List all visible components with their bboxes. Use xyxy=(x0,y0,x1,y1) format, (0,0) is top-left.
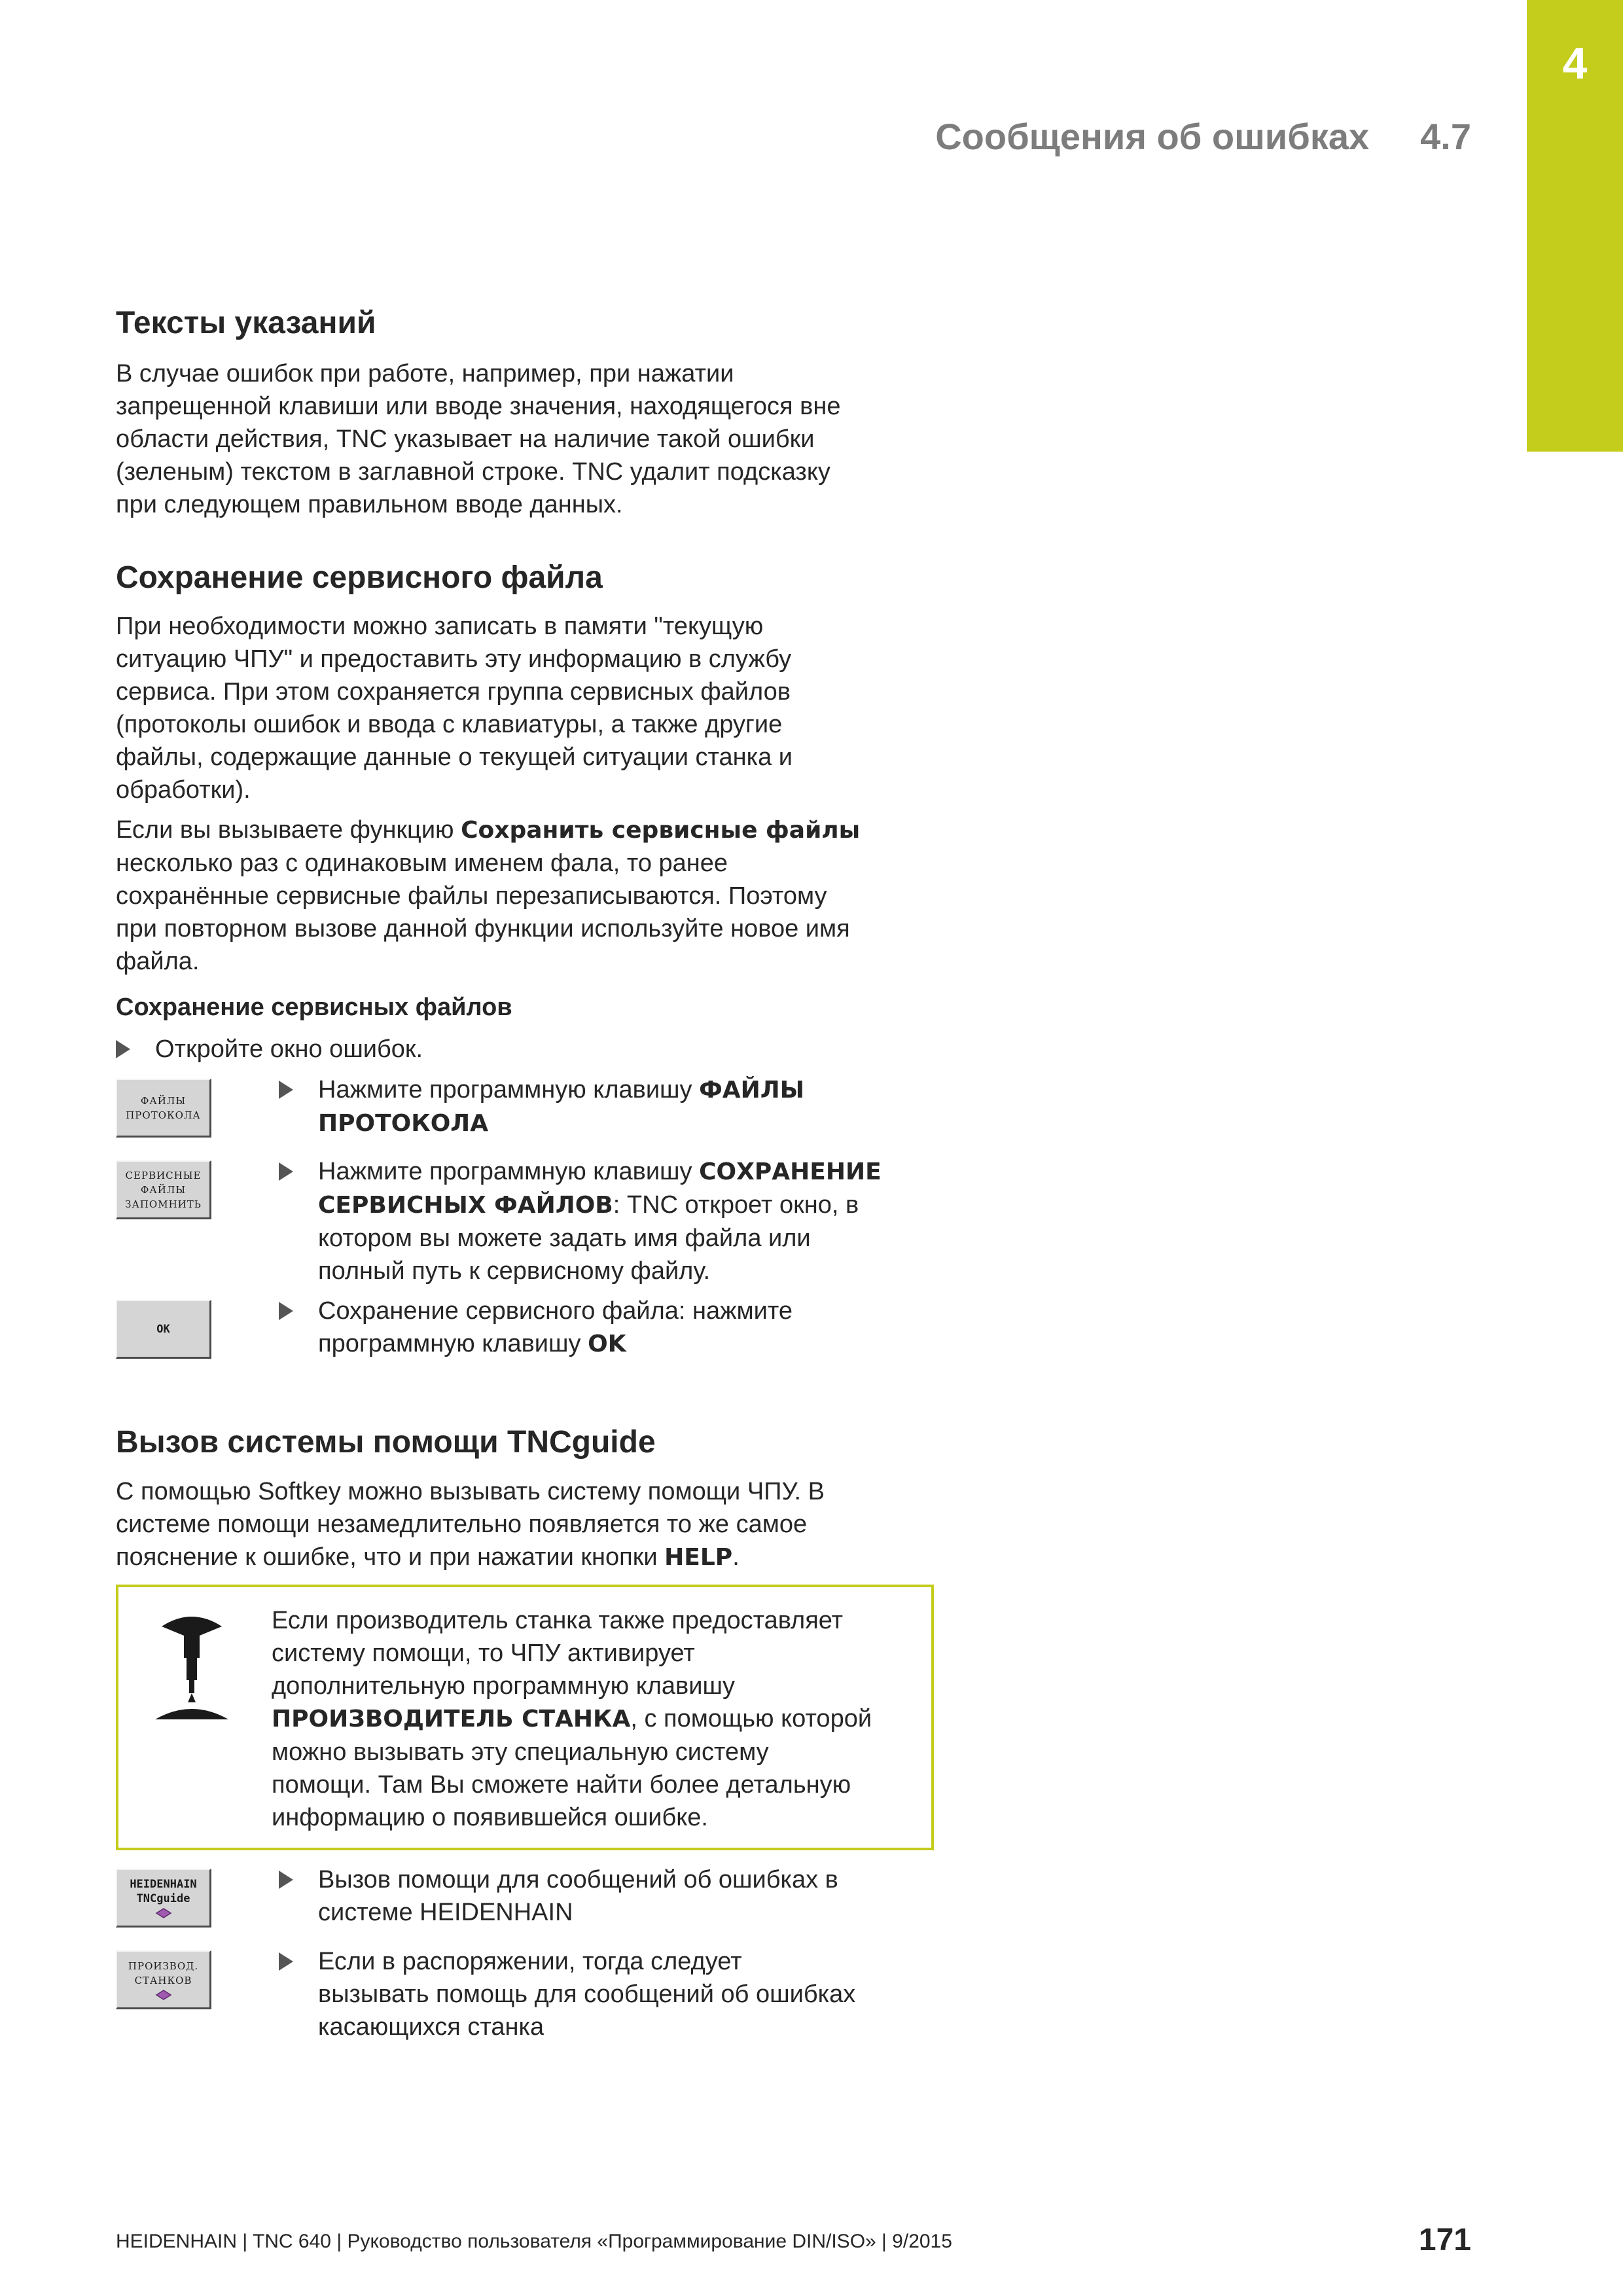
text-line xyxy=(318,1107,804,1140)
softkey-name: ПРОТОКОЛА xyxy=(318,1110,489,1137)
text-line: котором вы можете задать имя файла или xyxy=(318,1225,811,1252)
step-heidenhain-help xyxy=(279,1863,838,1929)
text-line: Сохранение сервисного файла: нажмите xyxy=(318,1297,793,1325)
heading-service-file: Сохранение сервисного файла xyxy=(116,560,603,595)
text-line xyxy=(272,1702,872,1736)
softkey-name: OK xyxy=(588,1331,626,1357)
text-line xyxy=(318,1189,882,1222)
key-name: HELP xyxy=(664,1544,733,1571)
softkey-files-log[interactable] xyxy=(116,1079,211,1138)
text-run: , с помощью которой xyxy=(630,1705,872,1732)
paragraph-service-1 xyxy=(116,610,940,806)
text-line: можно вызывать эту специальную систему xyxy=(272,1738,769,1766)
machine-note-box xyxy=(116,1585,934,1850)
book-icon xyxy=(155,1907,172,1919)
text-line: (протоколы ошибок и ввода с клавиатуры, а также другие xyxy=(116,711,783,738)
paragraph-help xyxy=(116,1475,940,1574)
softkey-label: ФАЙЛЫ xyxy=(140,1183,187,1196)
text-line: сервиса. При этом сохраняется группа сервисных файлов xyxy=(116,678,791,706)
machine-tool-icon xyxy=(152,1607,231,1731)
text-run: : TNC откроет окно, в xyxy=(613,1191,859,1219)
chapter-number: 4 xyxy=(1562,39,1588,88)
page-number: 171 xyxy=(1418,2223,1471,2257)
heading-hints: Тексты указаний xyxy=(116,306,376,340)
text-line: систему помощи, то ЧПУ активирует xyxy=(272,1640,695,1667)
text-run: . xyxy=(732,1543,740,1571)
text-line: В случае ошибок при работе, например, при нажатии xyxy=(116,360,734,387)
text-line: Если в распоряжении, тогда следует xyxy=(318,1948,742,1975)
text-line: обработки). xyxy=(116,776,251,804)
softkey-label: СЕРВИСНЫЕ xyxy=(125,1169,202,1181)
chapter-tab xyxy=(1527,0,1623,452)
function-name: Сохранить сервисные файлы xyxy=(461,817,861,844)
softkey-label: OK xyxy=(156,1322,170,1336)
text-line: касающихся станка xyxy=(318,2013,544,2041)
text-line: запрещенной клавиши или вводе значения, находящегося вне xyxy=(116,393,841,420)
softkey-save-service-files[interactable] xyxy=(116,1160,211,1219)
text-line: Откройте окно ошибок. xyxy=(155,1035,423,1063)
softkey-label: HEIDENHAIN xyxy=(130,1877,197,1891)
text-run: Нажмите программную клавишу xyxy=(318,1076,700,1103)
softkey-name: СОХРАНЕНИЕ xyxy=(699,1158,882,1185)
softkey-label: ПРОИЗВОД. xyxy=(128,1960,199,1972)
softkey-machine-maker[interactable] xyxy=(116,1950,211,2009)
running-head xyxy=(935,115,1471,158)
text-run: Нажмите программную клавишу xyxy=(318,1158,700,1185)
bullet-arrow-icon xyxy=(279,1871,293,1889)
bullet-arrow-icon xyxy=(116,1040,130,1058)
text-line xyxy=(116,1541,940,1574)
text-line: при следующем правильном вводе данных. xyxy=(116,491,623,518)
text-line: системе помощи незамедлительно появляется то же самое xyxy=(116,1511,808,1538)
softkey-name: ФАЙЛЫ xyxy=(699,1077,805,1103)
running-head-title: Сообщения об ошибках xyxy=(935,116,1370,157)
step-open-error-window xyxy=(116,1033,423,1066)
running-head-section: 4.7 xyxy=(1420,116,1471,157)
text-line: несколько раз с одинаковым именем фала, то ранее xyxy=(116,850,728,877)
step-press-ok xyxy=(279,1295,793,1361)
text-line: области действия, TNC указывает на наличие такой ошибки xyxy=(116,425,815,453)
text-line: при повторном вызове данной функции используйте новое имя xyxy=(116,915,850,942)
text-line: дополнительную программную клавишу xyxy=(272,1672,735,1700)
text-run: Если вы вызываете функцию xyxy=(116,816,461,844)
paragraph-service-2 xyxy=(116,814,940,978)
text-line xyxy=(318,1155,882,1189)
step-press-save-service xyxy=(279,1155,882,1287)
text-line: сохранённые сервисные файлы перезаписываются. Поэтому xyxy=(116,882,827,910)
text-line: информацию о появившейся ошибке. xyxy=(272,1804,708,1831)
text-line: ситуацию ЧПУ" и предоставить эту информацию в службу xyxy=(116,645,792,673)
softkey-name: СЕРВИСНЫХ ФАЙЛОВ xyxy=(318,1192,613,1219)
text-line: системе HEIDENHAIN xyxy=(318,1899,573,1926)
text-line: При необходимости можно записать в памяти "текущую xyxy=(116,613,764,640)
softkey-label: ПРОТОКОЛА xyxy=(126,1109,201,1121)
text-line: полный путь к сервисному файлу. xyxy=(318,1257,711,1285)
softkey-label: ФАЙЛЫ xyxy=(140,1094,187,1107)
bullet-arrow-icon xyxy=(279,1302,293,1320)
heading-tncguide: Вызов системы помощи TNCguide xyxy=(116,1425,656,1460)
text-line xyxy=(318,1073,804,1107)
softkey-label: СТАНКОВ xyxy=(134,1974,192,1986)
text-line: файла. xyxy=(116,948,200,975)
softkey-label: ЗАПОМНИТЬ xyxy=(125,1198,202,1210)
softkey-name: ПРОИЗВОДИТЕЛЬ СТАНКА xyxy=(272,1706,631,1732)
softkey-label: TNCguide xyxy=(136,1892,190,1905)
text-line: помощи. Там Вы сможете найти более детальную xyxy=(272,1771,851,1799)
text-line: вызывать помощь для сообщений об ошибках xyxy=(318,1981,856,2008)
text-line xyxy=(116,814,940,847)
text-line: Если производитель станка также предоставляет xyxy=(272,1607,844,1634)
step-press-files-log xyxy=(279,1073,804,1140)
note-text xyxy=(272,1604,872,1834)
text-line: (зеленым) текстом в заглавной строке. TNC удалит подсказку xyxy=(116,458,830,486)
text-run: пояснение к ошибке, что и при нажатии кнопки xyxy=(116,1543,665,1571)
text-run: программную клавишу xyxy=(318,1330,588,1357)
footer: HEIDENHAIN | TNC 640 | Руководство пользователя «Программирование DIN/ISO» | 9/2015 xyxy=(116,2231,952,2252)
softkey-tncguide[interactable] xyxy=(116,1869,211,1928)
text-line xyxy=(318,1327,793,1361)
bullet-arrow-icon xyxy=(279,1952,293,1971)
step-machine-help xyxy=(279,1945,855,2043)
softkey-ok[interactable] xyxy=(116,1300,211,1359)
bullet-arrow-icon xyxy=(279,1081,293,1099)
text-line: файлы, содержащие данные о текущей ситуации станка и xyxy=(116,744,793,771)
book-icon xyxy=(155,1989,172,2001)
text-line: С помощью Softkey можно вызывать систему помощи ЧПУ. В xyxy=(116,1478,825,1505)
subheading-save-service-files: Сохранение сервисных файлов xyxy=(116,994,512,1021)
text-line: Вызов помощи для сообщений об ошибках в xyxy=(318,1866,838,1893)
paragraph-hints xyxy=(116,357,940,521)
bullet-arrow-icon xyxy=(279,1162,293,1181)
